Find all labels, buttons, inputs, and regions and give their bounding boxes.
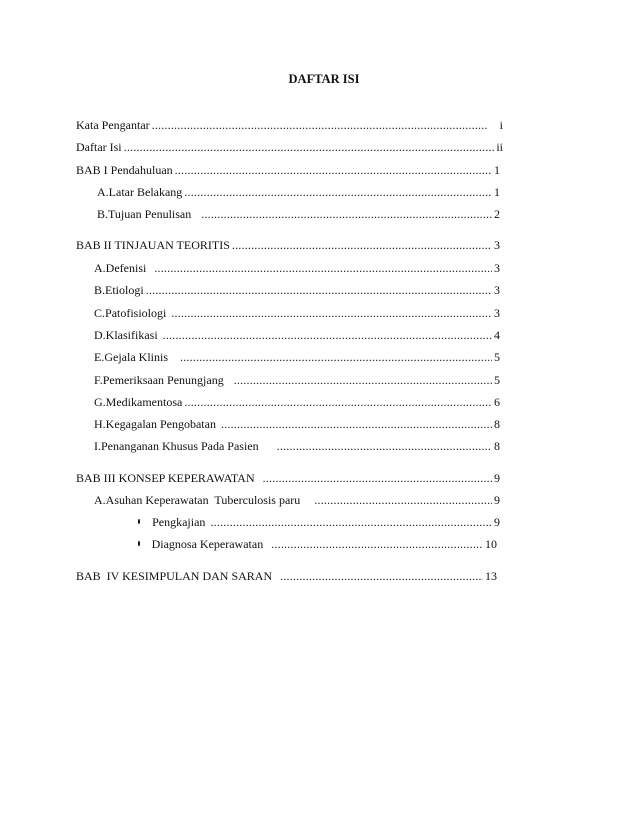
toc-entry-bab-4 (76, 568, 497, 584)
toc-entry-page: ii (496, 140, 503, 154)
toc-entry-tujuan-penulisan (97, 206, 500, 222)
toc-entry-marker: F. (94, 373, 103, 387)
toc-entry-page: 3 (494, 283, 500, 297)
toc-leader-dots (232, 237, 492, 253)
toc-entry-label: Patofisiologi (105, 306, 167, 320)
toc-entry-pemeriksaan-penunjang (94, 372, 500, 388)
toc-entry-gejala-klinis (94, 349, 500, 365)
toc-leader-dots (314, 492, 492, 508)
page-title: DAFTAR ISI (288, 72, 360, 86)
toc-entry-marker: G. (94, 395, 106, 409)
toc-leader-dots (221, 416, 492, 432)
toc-entry-bab-1 (76, 162, 500, 178)
toc-entry-label: Asuhan Keperawatan Tuberculosis paru (105, 493, 301, 507)
toc-leader-dots (163, 327, 492, 343)
toc-leader-dots (175, 162, 492, 178)
toc-entry-marker: A. (94, 261, 106, 275)
toc-entry-label: Klasifikasi (105, 328, 158, 342)
toc-entry-label: Pengkajian (152, 515, 206, 529)
toc-entry-label: Etiologi (105, 283, 144, 297)
toc-entry-marker: H. (94, 417, 106, 431)
toc-entry-page: i (499, 118, 503, 132)
toc-leader-dots (201, 206, 492, 222)
toc-entry-label: Gejala Klinis (104, 350, 168, 364)
toc-entry-label: Pemeriksaan Penungjang (102, 373, 224, 387)
toc-entry-kata-pengantar (76, 117, 503, 133)
toc-entry-kegagalan-pengobatan (94, 416, 500, 432)
toc-entry-marker: B. (97, 207, 109, 221)
toc-entry-latar-belakang (97, 184, 500, 200)
toc-entry-marker: I. (94, 439, 101, 453)
toc-entry-label: BAB III KONSEP KEPERAWATAN (76, 471, 255, 485)
toc-leader-dots (280, 568, 483, 584)
toc-leader-dots (171, 305, 492, 321)
toc-entry-label: Kata Pengantar (76, 118, 150, 132)
toc-entry-page: 2 (494, 207, 500, 221)
toc-entry-page: 3 (494, 238, 500, 252)
toc-entry-bab-2 (76, 237, 500, 253)
toc-entry-page: 9 (494, 493, 500, 507)
toc-entry-pengkajian (138, 514, 500, 530)
toc-entry-page: 5 (494, 373, 500, 387)
toc-entry-marker: A. (94, 493, 106, 507)
toc-entry-label: BAB I Pendahuluan (76, 163, 173, 177)
toc-entry-page: 8 (494, 439, 500, 453)
toc-entry-marker: C. (94, 306, 106, 320)
toc-entry-marker: B. (94, 283, 106, 297)
toc-entry-label: Tujuan Penulisan (108, 207, 192, 221)
toc-leader-dots (277, 438, 492, 454)
toc-entry-page: 9 (494, 515, 500, 529)
toc-entry-page: 3 (494, 261, 500, 275)
toc-entry-label: BAB IV KESIMPULAN DAN SARAN (76, 569, 273, 583)
toc-entry-label: Daftar Isi (76, 140, 122, 154)
toc-entry-etiologi (94, 282, 500, 298)
toc-entry-defenisi (94, 260, 500, 276)
toc-entry-page: 3 (494, 306, 500, 320)
toc-leader-dots (146, 282, 492, 298)
toc-leader-dots (154, 260, 492, 276)
bullet-icon (138, 519, 140, 524)
bullet-icon (138, 541, 140, 546)
toc-leader-dots (124, 139, 495, 155)
toc-entry-label: Penanganan Khusus Pada Pasien (101, 439, 259, 453)
toc-entry-marker: D. (94, 328, 106, 342)
toc-leader-dots (271, 536, 483, 552)
toc-entry-diagnosa-keperawatan (138, 536, 497, 552)
toc-entry-label: Latar Belakang (108, 185, 183, 199)
toc-entry-bab-3 (76, 470, 500, 486)
toc-leader-dots (184, 184, 492, 200)
toc-entry-page: 6 (494, 395, 500, 409)
toc-entry-klasifikasi (94, 327, 500, 343)
toc-entry-page: 9 (494, 471, 500, 485)
toc-entry-label: Defenisi (105, 261, 147, 275)
toc-entry-page: 13 (485, 569, 497, 583)
toc-entry-asuhan-keperawatan (94, 492, 500, 508)
toc-entry-page: 4 (494, 328, 500, 342)
toc-entry-label: Medikamentosa (105, 395, 183, 409)
toc-entry-page: 10 (485, 537, 497, 551)
toc-entry-medikamentosa (94, 394, 500, 410)
toc-entry-page: 1 (494, 163, 500, 177)
toc-leader-dots (263, 470, 492, 486)
toc-entry-marker: E. (94, 350, 105, 364)
toc-entry-page: 1 (494, 185, 500, 199)
toc-entry-patofisiologi (94, 305, 500, 321)
toc-entry-page: 8 (494, 417, 500, 431)
toc-entry-marker: A. (97, 185, 109, 199)
toc-entry-label: Kegagalan Pengobatan (105, 417, 216, 431)
toc-entry-page: 5 (494, 350, 500, 364)
toc-leader-dots (180, 349, 492, 365)
toc-leader-dots (152, 117, 487, 133)
toc-entry-daftar-isi (76, 139, 503, 155)
toc-entry-label: BAB II TINJAUAN TEORITIS (76, 238, 230, 252)
toc-entry-label: Diagnosa Keperawatan (151, 537, 264, 551)
toc-leader-dots (234, 372, 492, 388)
toc-leader-dots (210, 514, 492, 530)
toc-leader-dots (184, 394, 492, 410)
toc-entry-penanganan-khusus (94, 438, 500, 454)
